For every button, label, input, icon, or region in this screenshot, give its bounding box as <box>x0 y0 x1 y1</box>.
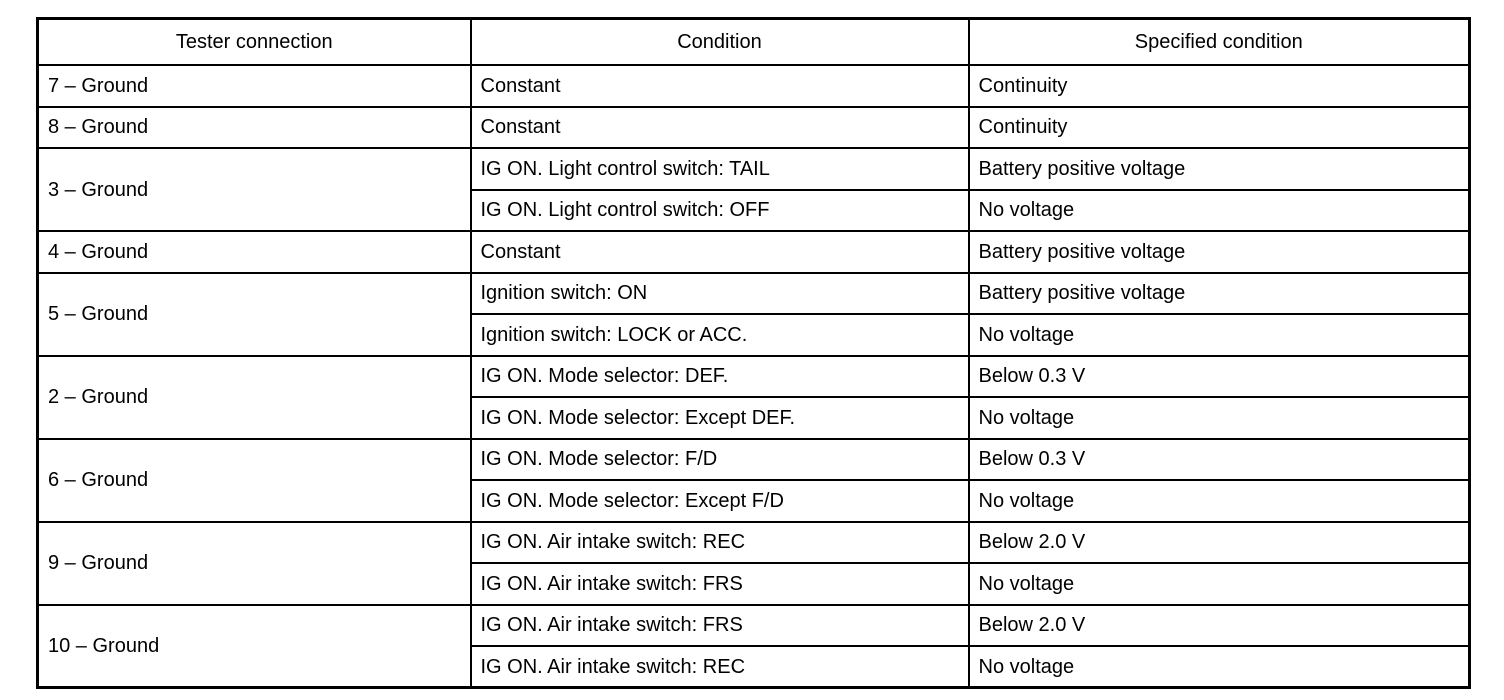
condition-cell: Constant <box>471 65 969 107</box>
condition-cell: IG ON. Light control switch: TAIL <box>471 148 969 190</box>
condition-cell: Ignition switch: ON <box>471 273 969 315</box>
tester-connection-cell: 5 – Ground <box>38 273 471 356</box>
table-row <box>38 605 1470 647</box>
table-row <box>38 522 1470 564</box>
specified-condition-cell: No voltage <box>969 646 1470 688</box>
condition-cell: IG ON. Air intake switch: REC <box>471 522 969 564</box>
specified-condition-cell: Continuity <box>969 107 1470 149</box>
table-row <box>38 231 1470 273</box>
specified-condition-cell: Below 0.3 V <box>969 356 1470 398</box>
specified-condition-cell: No voltage <box>969 190 1470 232</box>
condition-cell: Ignition switch: LOCK or ACC. <box>471 314 969 356</box>
specified-condition-cell: Below 2.0 V <box>969 522 1470 564</box>
condition-cell: IG ON. Light control switch: OFF <box>471 190 969 232</box>
table-row <box>38 107 1470 149</box>
tester-connection-cell: 7 – Ground <box>38 65 471 107</box>
tester-connection-cell: 10 – Ground <box>38 605 471 688</box>
specified-condition-cell: Continuity <box>969 65 1470 107</box>
table-body <box>38 65 1470 688</box>
header-specified-condition: Specified condition <box>969 19 1470 66</box>
table-row <box>38 273 1470 315</box>
specified-condition-cell: Battery positive voltage <box>969 148 1470 190</box>
table-row <box>38 65 1470 107</box>
specified-condition-cell: Battery positive voltage <box>969 231 1470 273</box>
condition-cell: IG ON. Mode selector: Except F/D <box>471 480 969 522</box>
specified-condition-cell: No voltage <box>969 314 1470 356</box>
table-row <box>38 148 1470 190</box>
condition-cell: IG ON. Air intake switch: REC <box>471 646 969 688</box>
specified-condition-cell: No voltage <box>969 397 1470 439</box>
condition-cell: IG ON. Mode selector: DEF. <box>471 356 969 398</box>
tester-connection-cell: 6 – Ground <box>38 439 471 522</box>
condition-cell: Constant <box>471 107 969 149</box>
condition-cell: Constant <box>471 231 969 273</box>
tester-connection-table <box>36 17 1471 689</box>
specified-condition-cell: Below 0.3 V <box>969 439 1470 481</box>
tester-connection-cell: 8 – Ground <box>38 107 471 149</box>
header-condition: Condition <box>471 19 969 66</box>
specified-condition-cell: Battery positive voltage <box>969 273 1470 315</box>
condition-cell: IG ON. Mode selector: F/D <box>471 439 969 481</box>
specified-condition-cell: No voltage <box>969 563 1470 605</box>
tester-connection-cell: 9 – Ground <box>38 522 471 605</box>
header-row <box>38 19 1470 66</box>
tester-connection-cell: 4 – Ground <box>38 231 471 273</box>
condition-cell: IG ON. Air intake switch: FRS <box>471 605 969 647</box>
header-tester-connection: Tester connection <box>38 19 471 66</box>
tester-connection-cell: 3 – Ground <box>38 148 471 231</box>
table-row <box>38 356 1470 398</box>
specified-condition-cell: Below 2.0 V <box>969 605 1470 647</box>
tester-connection-cell: 2 – Ground <box>38 356 471 439</box>
specified-condition-cell: No voltage <box>969 480 1470 522</box>
table-row <box>38 439 1470 481</box>
condition-cell: IG ON. Mode selector: Except DEF. <box>471 397 969 439</box>
condition-cell: IG ON. Air intake switch: FRS <box>471 563 969 605</box>
